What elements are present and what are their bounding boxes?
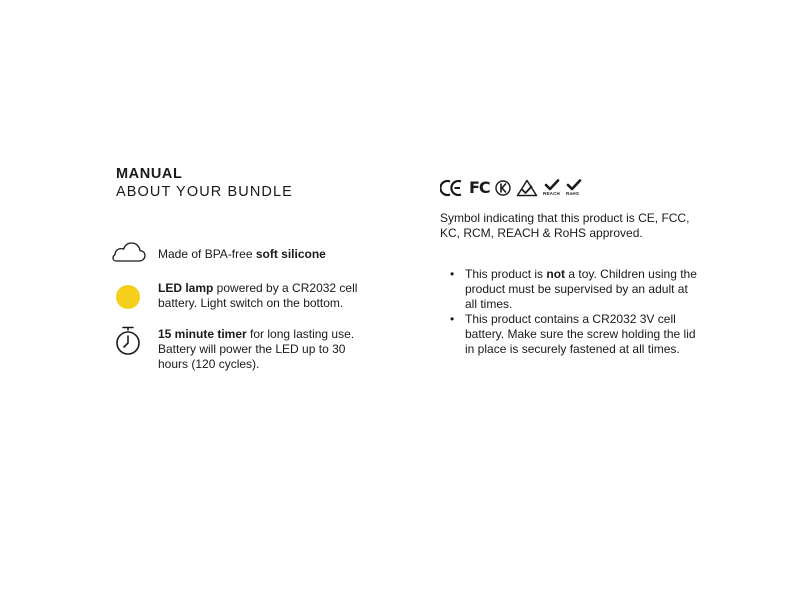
kc-mark-icon <box>495 179 511 202</box>
fcc-mark-icon: FC <box>469 178 490 197</box>
certification-description: Symbol indicating that this product is CE, FCC, KC, RCM, REACH & RoHS approved. <box>440 211 690 240</box>
warning-text-bold: not <box>546 267 566 281</box>
feature-text-bold: soft silicone <box>255 247 326 261</box>
feature-text-led <box>158 281 373 311</box>
bullet-glyph: • <box>450 312 455 326</box>
manual-subtitle: ABOUT YOUR BUNDLE <box>116 184 293 200</box>
warning-text-part: This product contains a CR2032 3V cell battery. Make sure the screw holding the lid in place is securely fastened at all times. <box>465 312 696 356</box>
bullet-glyph: • <box>450 267 455 281</box>
stopwatch-icon <box>114 326 142 361</box>
feature-item-timer <box>114 326 384 376</box>
feature-text-bold: LED lamp <box>158 281 214 295</box>
cloud-icon <box>112 241 146 268</box>
rohs-mark-label: RoHS <box>566 191 580 196</box>
certification-marks <box>440 179 590 199</box>
rcm-mark-icon <box>516 179 538 202</box>
warning-text-part: a toy. Children using the product must be supervised by an adult at all times. <box>465 267 697 311</box>
feature-item-silicone <box>112 241 372 265</box>
ce-mark-icon <box>440 179 464 202</box>
led-lamp-icon <box>116 285 140 309</box>
list-item <box>450 312 702 357</box>
feature-text-part: for long lasting use. Battery will power the LED up to 30 hours (120 cycles). <box>158 327 355 371</box>
list-item <box>450 267 702 312</box>
reach-mark-icon <box>543 179 561 199</box>
feature-text-timer <box>158 327 368 372</box>
feature-text-part: Made of BPA-free <box>158 247 256 261</box>
feature-text-part: powered by a CR2032 cell battery. Light switch on the bottom. <box>158 281 358 310</box>
manual-title: MANUAL <box>116 166 183 182</box>
warning-list <box>450 267 702 357</box>
feature-text-silicone <box>158 247 326 262</box>
reach-mark-label: REACH <box>543 191 561 196</box>
warning-text-part: This product is <box>465 267 547 281</box>
rohs-mark-icon <box>565 179 583 199</box>
feature-item-led <box>116 281 386 315</box>
feature-text-bold: 15 minute timer <box>158 327 247 341</box>
